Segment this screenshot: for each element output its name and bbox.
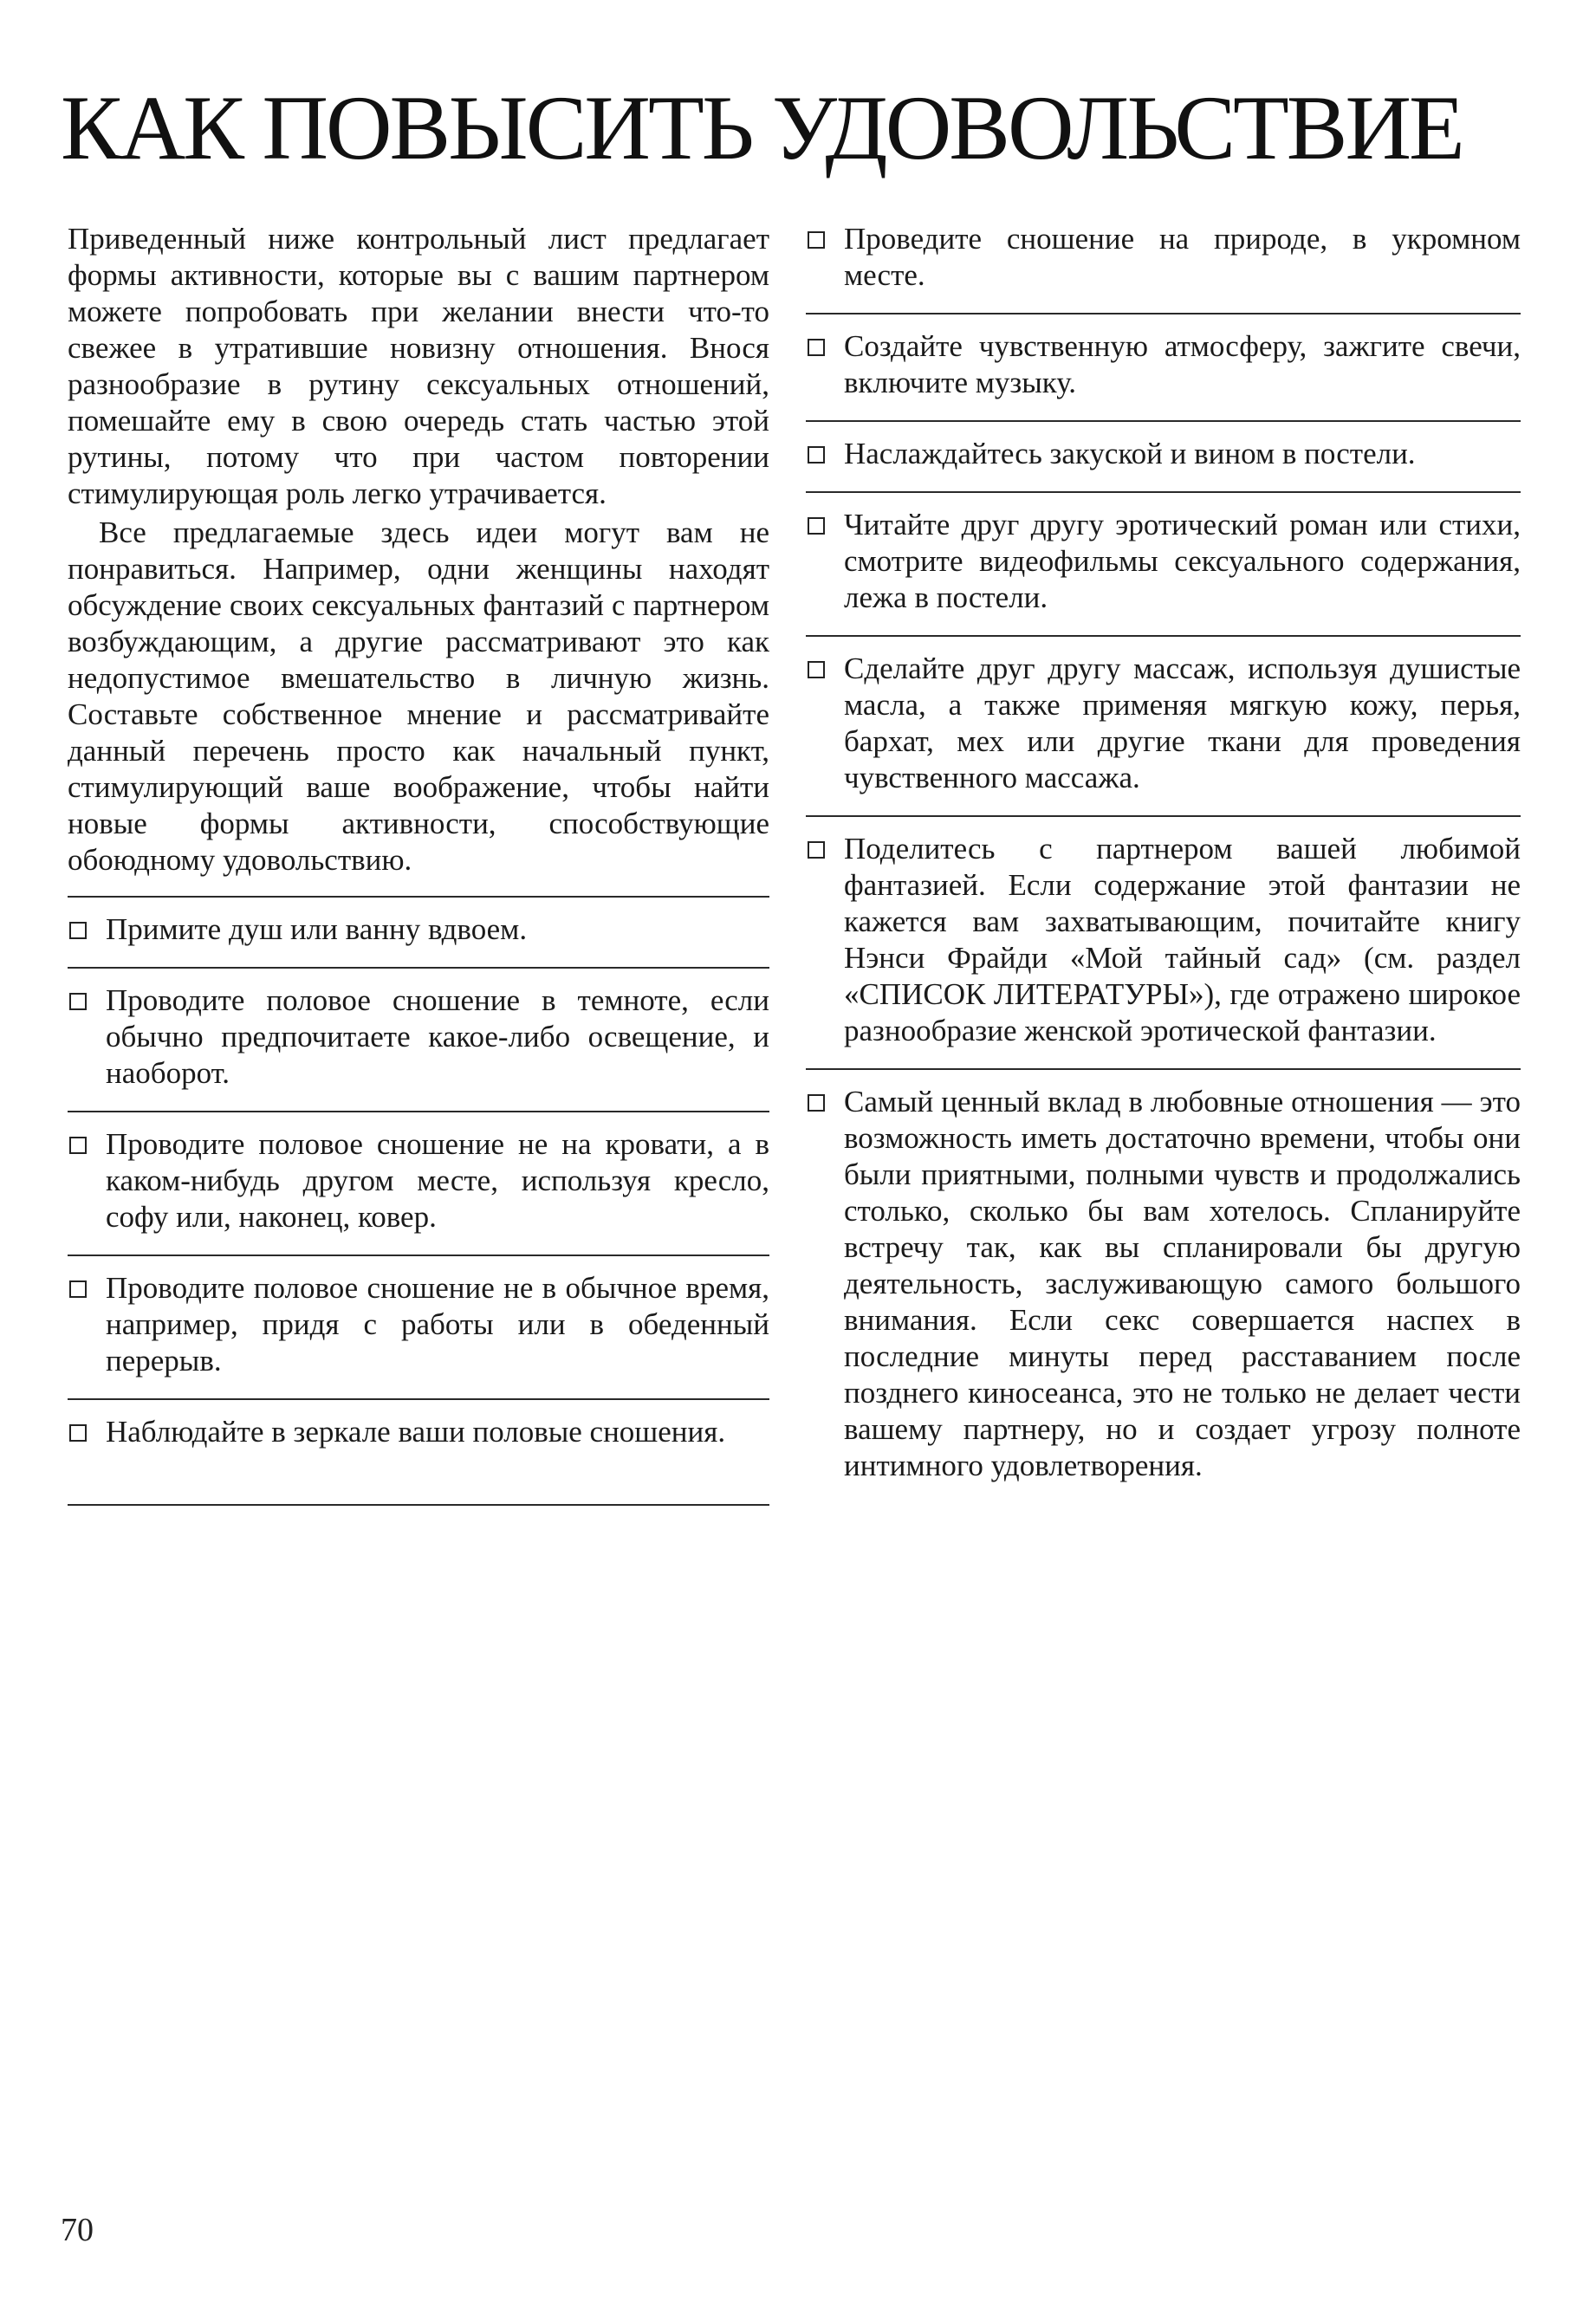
- intro-text: [68, 221, 769, 896]
- checklist-item: [806, 493, 1521, 637]
- checklist-left: [68, 898, 769, 1506]
- checkbox-icon[interactable]: [808, 446, 825, 464]
- checklist-item-text: Читайте друг другу эротический роман или стихи, смотрите видеофильмы сексуального содержания, лежа в постели.: [844, 508, 1521, 614]
- checkbox-icon[interactable]: [808, 841, 825, 859]
- checklist-item: [806, 422, 1521, 493]
- checklist-item-text: Проводите половое сношение не в обычное время, например, придя с работы или в обеденный перерыв.: [106, 1271, 769, 1378]
- checkbox-icon[interactable]: [808, 517, 825, 535]
- checklist-item: [68, 898, 769, 969]
- checklist-item: [806, 314, 1521, 422]
- left-column: [68, 221, 769, 1506]
- checkbox-icon[interactable]: [808, 1094, 825, 1112]
- checkbox-icon[interactable]: [69, 1424, 87, 1442]
- checklist-item: [68, 1112, 769, 1256]
- checklist-item: [68, 1400, 769, 1506]
- page-title: КАК ПОВЫСИТЬ УДОВОЛЬСТВИЕ: [61, 77, 1463, 178]
- checklist-item-text: Проводите половое сношение в темноте, если обычно предпочитаете какое-либо освещение, и наоборот.: [106, 983, 769, 1090]
- checklist-item-text: Сделайте друг другу массаж, используя душистые масла, а также применяя мягкую кожу, перья, бархат, мех или другие ткани для проведения чувственного массажа.: [844, 652, 1521, 794]
- checkbox-icon[interactable]: [69, 922, 87, 939]
- checklist-item-text: Проведите сношение на природе, в укромном месте.: [844, 222, 1521, 292]
- checklist-item: [806, 637, 1521, 817]
- checklist-item: [68, 969, 769, 1112]
- checkbox-icon[interactable]: [808, 661, 825, 678]
- checklist-item: [68, 1256, 769, 1400]
- checklist-item-text: Поделитесь с партнером вашей любимой фантазией. Если содержание этой фантазии не кажется вам захватывающим, почитайте книгу Нэнси Фрайди «Мой тайный сад» (см. раздел «СПИСОК ЛИТЕРАТУРЫ»), где отражено широкое разнообразие женской эротической фантазии.: [844, 832, 1521, 1047]
- checklist-item-text: Самый ценный вклад в любовные отношения — это возможность иметь достаточно времени, чтобы они были приятными, полными чувств и продолжались столько, сколько бы вам хотелось. Спланируйте встречу так, как вы спланировали бы другую деятельность, заслуживающую самого большого внимания. Если секс совершается наспех в последние минуты перед расставанием после позднего киносеанса, это не только не делает чести вашему партнеру, но и создает угрозу полноте интимного удовлетворения.: [844, 1085, 1521, 1482]
- intro-paragraph: Приведенный ниже контрольный лист предлагает формы активности, которые вы с вашим партнером можете попробовать при желании внести что-то свежее в утратившие новизну отношения. Внося разнообразие в рутину сексуальных отношений, помешайте ему в свою очередь стать частью этой рутины, потому что при частом повторении стимулирующая роль легко утрачивается.: [68, 222, 769, 510]
- checklist-item-text: Наблюдайте в зеркале ваши половые сношения.: [106, 1415, 726, 1449]
- checkbox-icon[interactable]: [69, 1280, 87, 1298]
- checklist-item: [806, 1070, 1521, 1503]
- checkbox-icon[interactable]: [808, 339, 825, 356]
- checklist-item-text: Примите душ или ванну вдвоем.: [106, 912, 528, 946]
- checkbox-icon[interactable]: [69, 1137, 87, 1154]
- checkbox-icon[interactable]: [808, 231, 825, 249]
- checklist-item-text: Проводите половое сношение не на кровати, а в каком-нибудь другом месте, используя кресло, софу или, наконец, ковер.: [106, 1127, 769, 1234]
- checkbox-icon[interactable]: [69, 993, 87, 1010]
- checklist-right: [806, 221, 1521, 1503]
- right-column: [806, 221, 1521, 1503]
- checklist-item: [806, 817, 1521, 1070]
- checklist-item: [806, 221, 1521, 314]
- intro-paragraph: Все предлагаемые здесь идеи могут вам не понравиться. Например, одни женщины находят обсуждение своих сексуальных фантазий с партнером возбуждающим, а другие рассматривают это как недопустимое вмешательство в личную жизнь. Составьте собственное мнение и рассматривайте данный перечень просто как начальный пункт, стимулирующий ваше воображение, чтобы найти новые формы активности, способствующие обоюдному удовольствию.: [68, 515, 769, 877]
- checklist-item-text: Создайте чувственную атмосферу, зажгите свечи, включите музыку.: [844, 329, 1521, 399]
- checklist-item-text: Наслаждайтесь закуской и вином в постели.: [844, 437, 1416, 470]
- page-number: 70: [61, 2212, 94, 2248]
